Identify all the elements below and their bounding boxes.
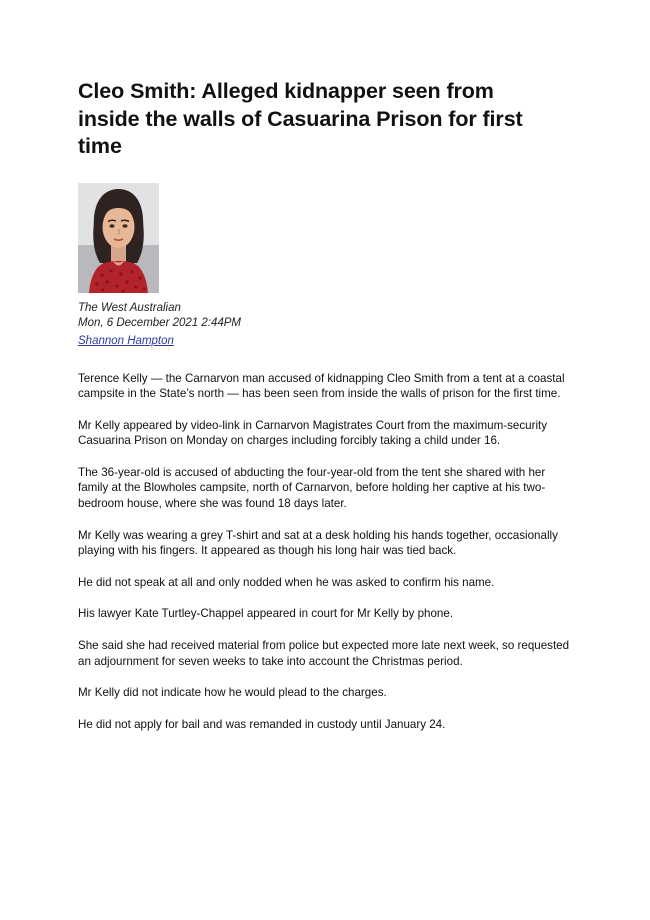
body-paragraph: Terence Kelly — the Carnarvon man accused of kidnapping Cleo Smith from a tent at a coastal campsite in the State’s north — has been seen from inside the walls of prison for the first time. [78, 371, 565, 401]
body-paragraph: Mr Kelly was wearing a grey T-shirt and sat at a desk holding his hands together, occasionally playing with his fingers. It appeared as though his long hair was tied back. [78, 528, 558, 558]
author-link[interactable]: Shannon Hampton [78, 334, 174, 347]
body-paragraph: He did not apply for bail and was remanded in custody until January 24. [78, 717, 446, 731]
author-portrait-image [78, 183, 159, 293]
body-paragraph: He did not speak at all and only nodded when he was asked to confirm his name. [78, 575, 495, 589]
body-paragraph: Mr Kelly did not indicate how he would plead to the charges. [78, 686, 387, 700]
body-paragraph: His lawyer Kate Turtley-Chappel appeared in court for Mr Kelly by phone. [78, 607, 454, 621]
byline-block [78, 183, 571, 349]
page-title: Cleo Smith: Alleged kidnapper seen from inside the walls of Casuarina Prison for first time [78, 79, 523, 158]
body-paragraph: The 36-year-old is accused of abducting the four-year-old from the tent she shared with her family at the Blowholes campsite, north of Carnarvon, before holding her captive at his two-bedroom house, where she was found 18 days later. [78, 465, 546, 511]
publication-name: The West Australian [78, 301, 181, 314]
body-paragraph: She said she had received material from police but expected more late next week, so requested an adjournment for seven weeks to take into account the Christmas period. [78, 639, 570, 668]
body-paragraph: Mr Kelly appeared by video-link in Carnarvon Magistrates Court from the maximum-security Casuarina Prison on Monday on charges including forcibly taking a child under 16. [78, 418, 548, 448]
publication-date: Mon, 6 December 2021 2:44PM [78, 316, 242, 329]
